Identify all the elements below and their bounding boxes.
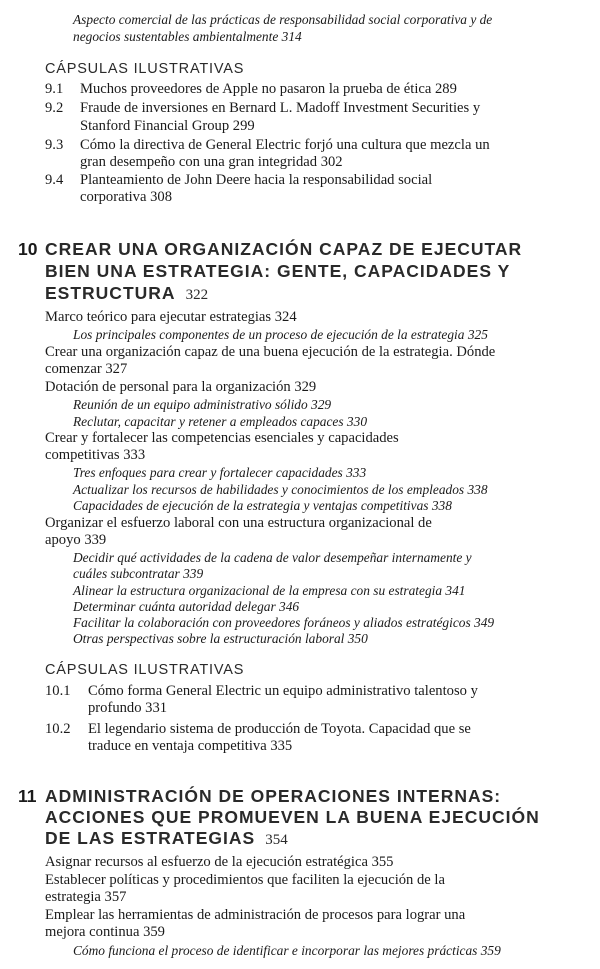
- capsule-entry[interactable]: gran desempeño con una gran integridad 302: [80, 154, 343, 170]
- chapter-title[interactable]: BIEN UNA ESTRATEGIA: GENTE, CAPACIDADES Y: [45, 261, 511, 281]
- capsule-entry[interactable]: traduce en ventaja competitiva 335: [88, 738, 293, 754]
- toc-subentry[interactable]: Cómo funciona el proceso de identificar e incorporar las mejores prácticas 359: [73, 943, 501, 958]
- chapter-title[interactable]: [45, 828, 288, 851]
- chapter-title[interactable]: ADMINISTRACIÓN DE OPERACIONES INTERNAS:: [45, 786, 502, 806]
- toc-entry[interactable]: Crear y fortalecer las competencias esenciales y capacidades: [45, 430, 399, 446]
- toc-entry[interactable]: Marco teórico para ejecutar estrategias 324: [45, 309, 297, 325]
- capsule-number: 9.4: [45, 172, 64, 188]
- toc-entry[interactable]: Dotación de personal para la organización 329: [45, 379, 317, 395]
- toc-entry[interactable]: Organizar el esfuerzo laboral con una estructura organizacional de: [45, 515, 432, 531]
- toc-subentry[interactable]: negocios sustentables ambientalmente 314: [73, 29, 302, 44]
- capsule-entry[interactable]: Muchos proveedores de Apple no pasaron la prueba de ética 289: [80, 81, 457, 97]
- capsule-entry[interactable]: corporativa 308: [80, 189, 172, 205]
- toc-entry[interactable]: competitivas 333: [45, 447, 146, 463]
- toc-subentry[interactable]: Reunión de un equipo administrativo sólido 329: [73, 397, 332, 412]
- toc-entry[interactable]: Asignar recursos al esfuerzo de la ejecución estratégica 355: [45, 854, 394, 870]
- chapter-title-text: ESTRUCTURA: [45, 283, 176, 303]
- capsule-number: 9.3: [45, 137, 64, 153]
- toc-entry[interactable]: Emplear las herramientas de administración de procesos para lograr una: [45, 907, 466, 923]
- toc-subentry[interactable]: Otras perspectivas sobre la estructuración laboral 350: [73, 631, 368, 646]
- chapter-number: 11: [18, 786, 37, 806]
- chapter-title[interactable]: [45, 283, 208, 306]
- capsule-entry[interactable]: Cómo la directiva de General Electric forjó una cultura que mezcla un: [80, 137, 490, 153]
- toc-entry[interactable]: estrategia 357: [45, 889, 127, 905]
- capsules-heading: CÁPSULAS ILUSTRATIVAS: [45, 61, 245, 77]
- capsule-entry[interactable]: Planteamiento de John Deere hacia la responsabilidad social: [80, 172, 433, 188]
- capsule-entry[interactable]: Stanford Financial Group 299: [80, 118, 255, 134]
- toc-entry[interactable]: Establecer políticas y procedimientos que faciliten la ejecución de la: [45, 872, 445, 888]
- chapter-page: 354: [265, 832, 288, 848]
- toc-subentry[interactable]: Decidir qué actividades de la cadena de valor desempeñar internamente y: [73, 550, 472, 565]
- capsule-entry[interactable]: Fraude de inversiones en Bernard L. Madoff Investment Securities y: [80, 100, 481, 116]
- toc-subentry[interactable]: Capacidades de ejecución de la estrategia y ventajas competitivas 338: [73, 498, 452, 513]
- capsule-number: 9.2: [45, 100, 64, 116]
- toc-subentry[interactable]: Aspecto comercial de las prácticas de responsabilidad social corporativa y de: [73, 12, 493, 27]
- chapter-number: 10: [18, 239, 38, 259]
- toc-subentry[interactable]: Reclutar, capacitar y retener a empleados capaces 330: [73, 414, 368, 429]
- capsule-number: 10.2: [45, 721, 71, 737]
- chapter-title-text: DE LAS ESTRATEGIAS: [45, 828, 256, 848]
- capsule-number: 9.1: [45, 81, 64, 97]
- chapter-page: 322: [185, 287, 209, 303]
- capsule-entry[interactable]: profundo 331: [88, 700, 168, 716]
- toc-subentry[interactable]: Actualizar los recursos de habilidades y conocimientos de los empleados 338: [73, 482, 488, 497]
- toc-subentry[interactable]: Los principales componentes de un proceso de ejecución de la estrategia 325: [73, 327, 488, 342]
- toc-subentry[interactable]: Tres enfoques para crear y fortalecer capacidades 333: [73, 465, 367, 480]
- toc-subentry[interactable]: Facilitar la colaboración con proveedores foráneos y aliados estratégicos 349: [73, 615, 495, 630]
- capsules-heading: CÁPSULAS ILUSTRATIVAS: [45, 662, 245, 678]
- capsule-entry[interactable]: El legendario sistema de producción de Toyota. Capacidad que se: [88, 721, 471, 737]
- toc-subentry[interactable]: cuáles subcontratar 339: [73, 566, 204, 581]
- toc-subentry[interactable]: Determinar cuánta autoridad delegar 346: [73, 599, 300, 614]
- capsule-entry[interactable]: Cómo forma General Electric un equipo administrativo talentoso y: [88, 683, 478, 699]
- toc-subentry[interactable]: Alinear la estructura organizacional de la empresa con su estrategia 341: [73, 583, 466, 598]
- capsule-number: 10.1: [45, 683, 71, 699]
- toc-entry[interactable]: apoyo 339: [45, 532, 107, 548]
- chapter-title[interactable]: CREAR UNA ORGANIZACIÓN CAPAZ DE EJECUTAR: [45, 239, 523, 259]
- toc-entry[interactable]: Crear una organización capaz de una buena ejecución de la estrategia. Dónde: [45, 344, 496, 360]
- toc-entry[interactable]: comenzar 327: [45, 361, 128, 377]
- chapter-title[interactable]: ACCIONES QUE PROMUEVEN LA BUENA EJECUCIÓN: [45, 807, 540, 827]
- toc-entry[interactable]: mejora continua 359: [45, 924, 165, 940]
